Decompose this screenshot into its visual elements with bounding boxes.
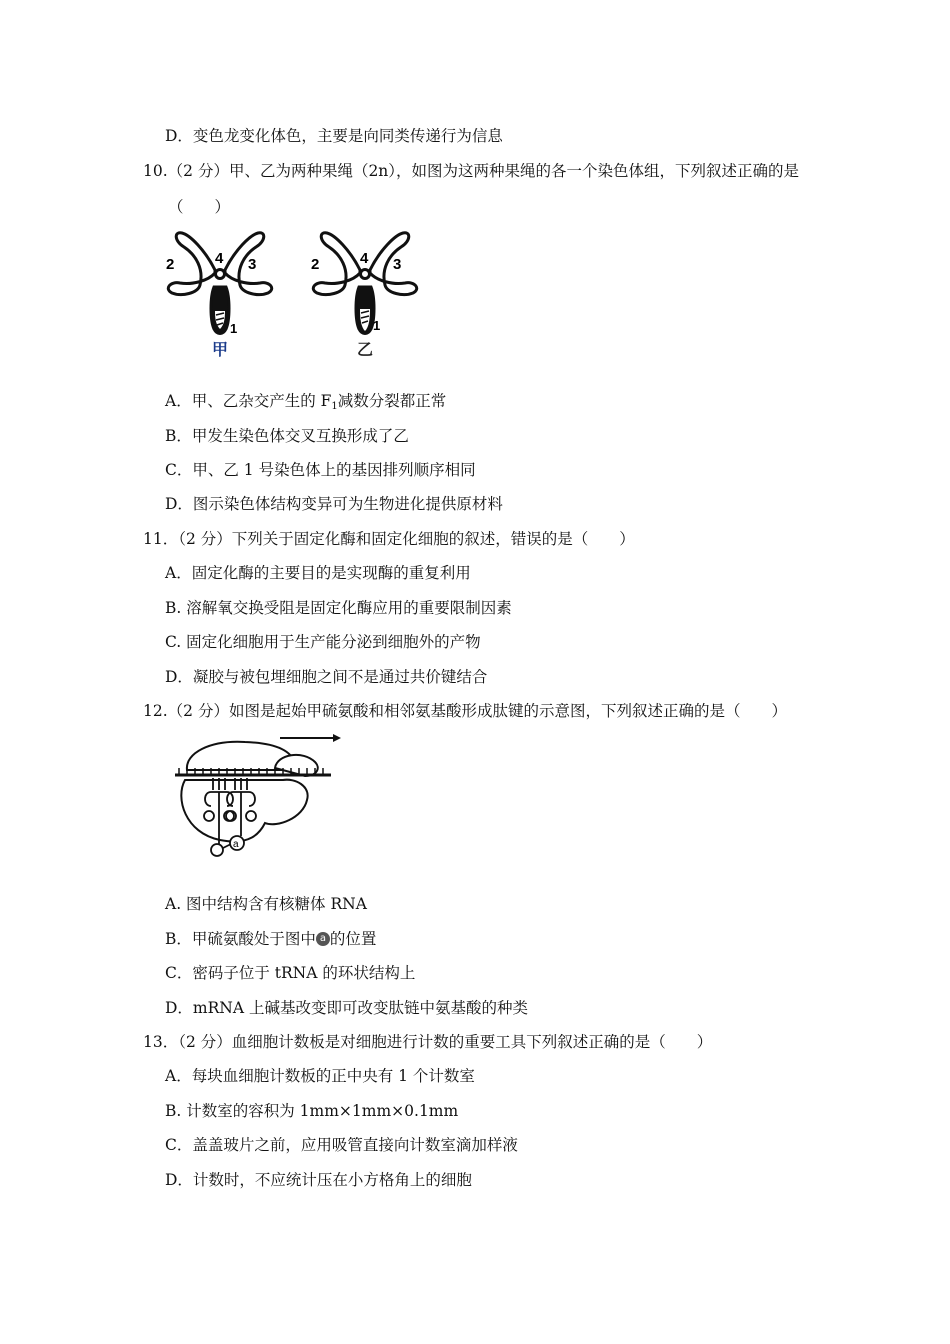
- q11-option-b: B. 溶解氧交换受阻是固定化酶应用的重要限制因素: [165, 599, 512, 617]
- amino-acid-circle: [211, 844, 223, 856]
- q10-option-d: D．图示染色体结构变异可为生物进化提供原材料: [165, 495, 503, 513]
- q13-option-a: A．每块血细胞计数板的正中央有 1 个计数室: [165, 1067, 475, 1085]
- q10-answer-paren: （ ）: [168, 198, 231, 216]
- q11-option-c: C. 固定化细胞用于生产能分泌到细胞外的产物: [165, 633, 481, 651]
- q11-stem: 11．（2 分）下列关于固定化酶和固定化细胞的叙述，错误的是（ ）: [143, 530, 635, 548]
- q12-option-c: C．密码子位于 tRNA 的环状结构上: [165, 964, 416, 982]
- yi-num-4: 4: [360, 250, 369, 267]
- q11-option-a: A．固定化酶的主要目的是实现酶的重复利用: [165, 564, 471, 582]
- jia-num-3: 3: [248, 256, 257, 273]
- yi-label: 乙: [357, 340, 374, 359]
- q13-option-b: B. 计数室的容积为 1mm×1mm×0.1mm: [165, 1102, 459, 1120]
- yi-num-1: 1: [373, 318, 381, 333]
- q12-option-a: A. 图中结构含有核糖体 RNA: [165, 895, 367, 913]
- q13-option-d: D．计数时，不应统计压在小方格角上的细胞: [165, 1171, 472, 1189]
- q9-option-d: D．变色龙变化体色，主要是向同类传递行为信息: [165, 127, 503, 145]
- q12-option-d: D．mRNA 上碱基改变即可改变肽链中氨基酸的种类: [165, 999, 528, 1017]
- yi-num-2: 2: [311, 256, 320, 273]
- q10-stem: 10.（2 分）甲、乙为两种果绳（2n），如图为这两种果绳的各一个染色体组，下列叙述正确的是: [143, 162, 800, 180]
- jia-num-2: 2: [166, 256, 175, 273]
- q11-option-d: D．凝胶与被包埋细胞之间不是通过共价键结合: [165, 668, 488, 686]
- yi-num-3: 3: [393, 256, 402, 273]
- q13-stem: 13．（2 分）血细胞计数板是对细胞进行计数的重要工具下列叙述正确的是（ ）: [143, 1033, 713, 1051]
- q10-option-a: A．甲、乙杂交产生的 $F_1$减数分裂都正常: [165, 392, 447, 412]
- site-a-inline-icon: a: [316, 932, 330, 946]
- q10-chromosome-figure: [160, 225, 430, 360]
- q10-option-b: B．甲发生染色体交叉互换形成了乙: [165, 427, 409, 445]
- jia-num-1: 1: [230, 321, 238, 336]
- q12-option-b: B．甲硫氨酸处于图中 a 的位置: [165, 930, 377, 948]
- q12-ribosome-figure: [165, 728, 345, 868]
- jia-label: 甲: [212, 340, 229, 359]
- site-a-label: a: [233, 839, 239, 850]
- q13-option-c: C．盖盖玻片之前，应用吸管直接向计数室滴加样液: [165, 1136, 518, 1154]
- q10-option-c: C．甲、乙 1 号染色体上的基因排列顺序相同: [165, 461, 476, 479]
- q12-stem: 12.（2 分）如图是起始甲硫氨酸和相邻氨基酸形成肽键的示意图，下列叙述正确的是（ ）: [143, 702, 787, 720]
- jia-num-4: 4: [215, 250, 224, 267]
- ribosome-large-subunit: [181, 780, 307, 842]
